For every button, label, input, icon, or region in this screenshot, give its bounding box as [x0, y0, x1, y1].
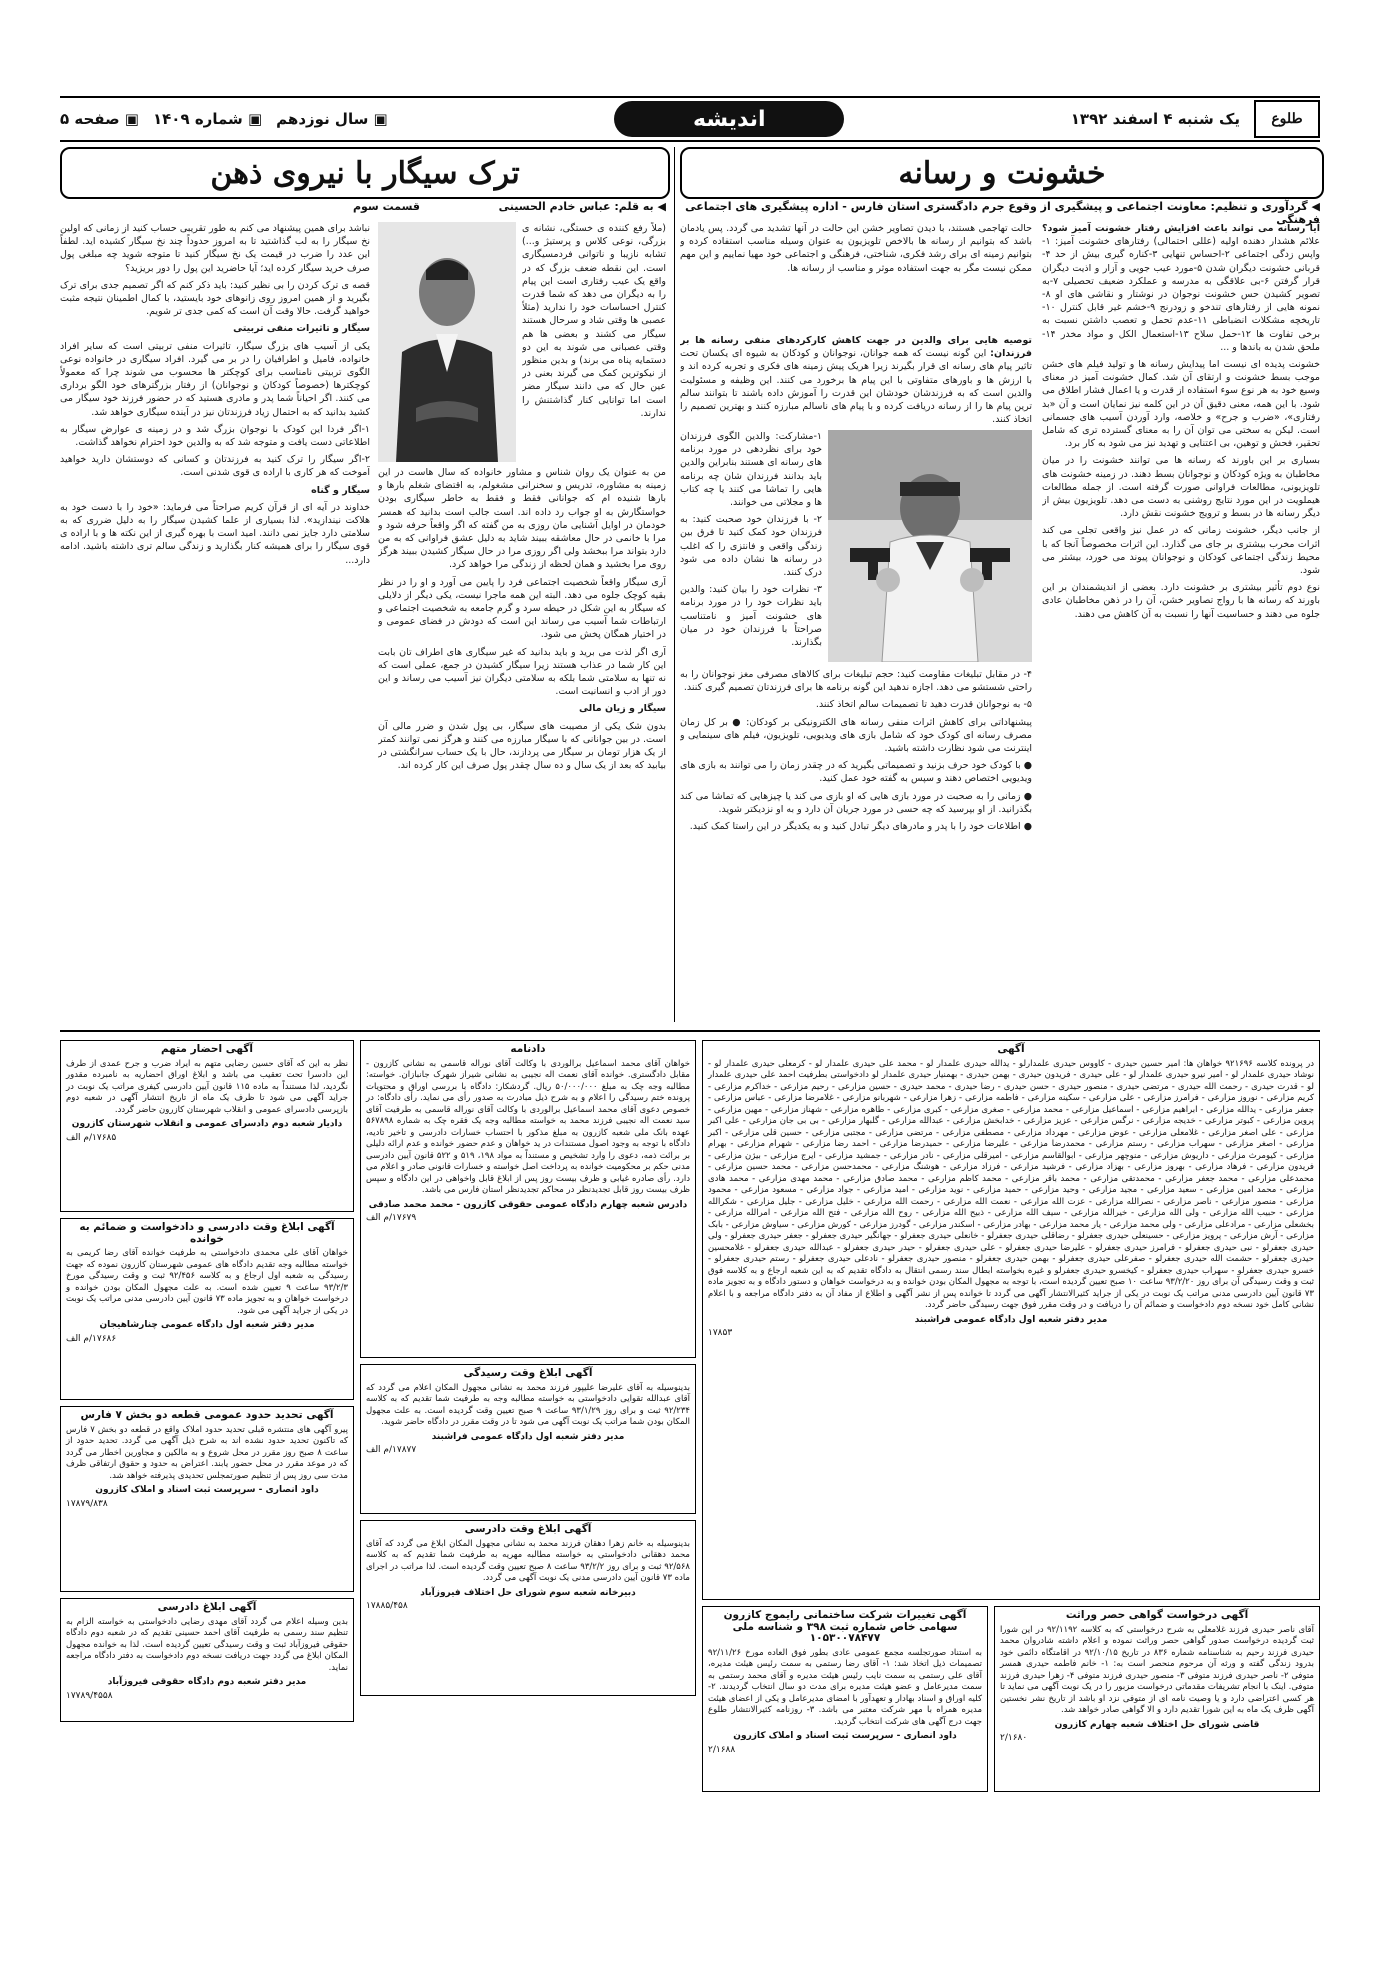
- paragraph: ۱-اگر فردا این کودک با نوجوان بزرگ شد و در زمینه ی عوارض سیگار به اطلاعاتی دست یافت و متوجه شد که به والدین خود احترام نخواهد گذاشت.: [60, 423, 370, 449]
- ad-code: ۲/۱۶۸۸: [708, 1744, 736, 1755]
- article-right-col-2-top: [680, 222, 1032, 332]
- paragraph: ● اطلاعات خود را با پدر و مادرهای دیگر تبادل کنید و به یکدیگر در این راستا کمک کنید.: [689, 821, 1032, 833]
- ad-title: آگهی: [997, 1043, 1025, 1055]
- ad-trial-notice: [360, 1520, 696, 1696]
- paragraph: نباشد برای همین پیشنهاد می کنم به طور تقریبی حساب کنید از زمانی که اولین نخ سیگار را به لب گذاشتید تا به امروز حدوداً چند نخ سیگار کشیده اید. لطفاً این عدد را ضرب در قیمت یک نخ سیگار کنید تا متوجه شوید چه مبلغی پول صرف خرید سیگار کرده اید؛ آیا حاضرید این پول را دور بریزید؟: [60, 223, 370, 274]
- paragraph: یکی از آسیب های بزرگ سیگار، تاثیرات منفی تربیتی است که سایر افراد خانواده، فامیل و اطرافیان را در بر می گیرد. افراد سیگاری در خانواده نوعی الگوی تربیتی نامناسب برای کوچکتر ها محسوب می شوند چرا که معمولاً کوچکترها (خصوصاً کودکان و نوجوانان) از رفتار بزرگترهای خود الگو برداری می کنند. اگر احیاناً شما پدر و مادری هستید که در حضور فرزند خود سیگار می کشید بدانید که به احتمال زیاد فرزندتان نیز در آینده سیگاری خواهد شد.: [60, 340, 370, 418]
- ad-title: آگهی ابلاغ وقت دادرسی و دادخواست و ضمائم به خوانده: [79, 1221, 335, 1245]
- paragraph: آری سیگار واقعاً شخصیت اجتماعی فرد را پایین می آورد و او را در نظر بقیه کوچک جلوه می دهد. البته این همه ماجرا نیست، یکی دیگر از دلایلی که سیگار به این شکل در حیطه سرد و گرم جامعه به شخصیت اجتماعی و ارتباطات شما آسیب می رساند این است که دودش در فضای عمومی و در اختیار همگان پخش می شود.: [378, 576, 666, 641]
- ad-body: به استناد صورتجلسه مجمع عمومی عادی بطور فوق العاده مورخ ۹۲/۱۱/۲۶ تصمیمات ذیل اتخاذ شد: ۱- آقای رضا رستمی به سمت رئیس هیئت مدیره، آقای علی رستمی به سمت نایب رئیس هیئت مدیره و آقای محمد رستمی به سمت مدیرعامل و عضو هیئت مدیره برای مدت دو سال انتخاب گردیدند. ۲- کلیه اوراق و اسناد بهادار و تعهدآور با امضای مدیرعامل و یکی از اعضای هیئت مدیره همراه با مهر شرکت معتبر می باشد. ۳- روزنامه کثیرالانتشار طلوع جهت درج آگهی های شرکت انتخاب گردید.: [708, 1647, 982, 1727]
- paragraph: من به عنوان یک روان شناس و مشاور خانواده که سال هاست در این زمینه به مشاوره، تدریس و سخنرانی مشغولم، به اقتضای شغلم بارها و بارها شنیده ام که جوانانی فقط و فقط به خاطر سیگاری بودن خواستگارش به او جواب رد داده اند. است جالب است بدانید که همسر خودمان در اوایل آشنایی مان روزی به من گفته که اگر واقعاً حرفه شود و مرا با خانمی در حال معاشقه ببیند شاید به دلیل عشق فراوانی که به من دارد بتواند مرا ببخشد ولی اگر روزی مرا در حال سیگار کشیدن ببیند هرگز روی مرا بخشید و همان لحظه از زندگی مرا خواهد کرد.: [378, 467, 666, 571]
- article-right-byline: ◀ گردآوری و تنظیم: معاونت اجتماعی و پیشگیری از وقوع جرم دادگستری استان فارس - اداره پیشگیری های اجتماعی فرهنگی: [685, 200, 1320, 226]
- ad-code: ۱۷۸۸۵/۴۵۸: [366, 1601, 408, 1611]
- ad-signature: دبیرخانه شعبه سوم شورای حل اختلاف فیروزآباد: [420, 1587, 636, 1598]
- ad-signature: مدیر دفتر شعبه دوم دادگاه حقوقی فیروزآباد: [107, 1677, 307, 1687]
- paragraph: آری اگر لذت می برید و باید بدانید که غیر سیگاری های اطراف تان بابت این کار شما در عذاب هستند زیرا سیگار کشیدن در جمع، عملی است که نه تنها به سلامتی شما بلکه به سلامتی دیگران نیز آسیب می رساند و این دور از ادب و انسانیت است.: [378, 646, 666, 698]
- paragraph: (ملاً رفع کننده ی خستگی، نشانه ی بزرگی، نوعی کلاس و پرستیژ و...) تشابه نازیبا و ناتوانی فردمسیگاری است. این نقطه ضعف بزرگ که در واقع یک عیب رفتاری است این پیام را به دیگران می دهد که شما قدرت کنترل احساسات خود را ندارید (مثلاً عصبی ها وقتی شاد و سرحال هستند سیگار می کشند و بعضی ها هم وقتی عصبانی می شوند به این دو دستمایه پناه می برند) و بدین منظور از نیکوترین کمک می گیرند بعنی در عین حال که می دانند سیگار مضر است اما توانایی کنار گذاشتنش را ندارند.: [522, 223, 666, 419]
- ad-code: ۱۷۸۵۳: [708, 1328, 733, 1338]
- column-divider: [674, 147, 675, 1022]
- paragraph: از جانب دیگر، خشونت زمانی که در عمل نیز واقعی تجلی می کند اثرات مخرب بیشتری بر جای می گذارد. این اثرات مخصوصاً آنجا که با محیط زندگی اجتماعی کودکان و نوجوانان پیوند می خورد، بیشتر می شود.: [1042, 525, 1320, 577]
- paragraph: بدون شک یکی از مصیبت های سیگار، بی پول شدن و ضرر مالی آن است. در بین جوانانی که با سیگار مبارزه می کنند و هرگز نمی توانند کمتر از یک هزار تومان بر سیگار می پردازند، حال با یک حساب سرانگشتی در بیابید که بعد از یک سال و ده سال چقدر پول صرف این کار کرده اند.: [378, 720, 666, 772]
- paragraph: ● زمانی را به صحبت در مورد بازی هایی که او بازی می کند یا چیزهایی که تماشا می کند بگذرانید. از او بپرسید که چه حسی در مورد جریان آن دارد و به او نزدیکتر شوید.: [680, 790, 1032, 815]
- ad-body: آقای ناصر حیدری فرزند غلامعلی به شرح درخواستی که به کلاسه ۹۲/۱۱۹۲ در این شورا ثبت گردیده درخواست صدور گواهی حصر وراثت نموده و اعلام داشته شادروان محمد حیدری فرزند رحیم به شناسنامه شماره ۸۳۶ در تاریخ ۹۲/۱۰/۱۵ در اقامتگاه دائمی خود بدرود زندگی گفته و ورثه آن مرحوم منحصر است به: ۱- خانم فاطمه حیدری همسر متوفی ۲- ناصر حیدری فرزند متوفی ۳- منصور حیدری فرزند متوفی ۴- زهرا حیدری فرزند متوفی. اینک با انجام تشریفات مقدماتی درخواست مزبور را در یک نوبت آگهی می نماید تا هر کسی اعتراضی دارد و یا وصیت نامه ای از متوفی نزد او باشد از تاریخ نشر نخستین آگهی ظرف یک ماه به این شورا تقدیم دارد و الا گواهی صادر خواهد شد.: [1000, 1624, 1314, 1715]
- article-right-col-2-bottom: [680, 668, 1032, 1022]
- boy-with-guns-photo: [828, 430, 1032, 662]
- ad-code: ۱۷۷۸۹/۴۵۵۸: [66, 1690, 113, 1701]
- subhead-money: سیگار و زیان مالی: [579, 703, 666, 715]
- paragraph: ۵- به نوجوانان قدرت دهید تا تصمیمات سالم اتخاذ کنند.: [815, 699, 1032, 711]
- ad-body: بدینوسیله به آقای علیرضا علیپور فرزند محمد به نشانی مجهول المکان اعلام می گردد که آقای عبدالله تقوایی دادخواستی به خواسته مطالبه وجه به طرفیت شما تقدیم که به کلاسه ۹۲/۲۳۴ ثبت و برای روز ۹۳/۱/۲۹ ساعت ۹ صبح تعیین وقت گردیده است. به علت مجهول المکان بودن شما مراتب یک نوبت آگهی می شود تا در وقت مقرر در دادگاه حاضر شوید.: [366, 1382, 690, 1427]
- ad-code: ۱۷۶۸۵/م الف: [66, 1132, 117, 1143]
- paragraph: ۲- با فرزندان خود صحبت کنید: به فرزندان خود کمک کنید تا فرق بین زندگی واقعی و فانتزی را که اغلب در رسانه ها نشان داده می شود درک کنند.: [680, 514, 822, 579]
- ad-inheritance-certificate: [994, 1606, 1320, 1792]
- ad-petition-notice: [60, 1218, 354, 1400]
- ad-signature: مدیر دفتر شعبه اول دادگاه عمومی چنارشاهیجان: [99, 1320, 315, 1330]
- ad-summons: [60, 1040, 354, 1212]
- article-left-part: قسمت سوم: [352, 200, 420, 213]
- ad-body: بدین وسیله اعلام می گردد آقای مهدی رضایی دادخواستی به خواسته الزام به تنظیم سند رسمی به طرفیت آقای احمد حسینی تقدیم که در شعبه دوم دادگاه حقوقی فیروزآباد ثبت و وقت رسیدگی تعیین گردیده است. لذا به خوانده مجهول المکان ابلاغ می گردد جهت دریافت نسخه دوم دادخواست به دفتر دادگاه مراجعه نماید.: [66, 1616, 348, 1673]
- article-left-col-left: [60, 222, 370, 1022]
- article-left-byline: ◀ به قلم: عباس خادم الحسینی: [498, 200, 666, 213]
- ad-proceedings-notice: [60, 1598, 354, 1722]
- ad-code: ۱۷۶۷۹/م الف: [366, 1213, 417, 1223]
- article-right-col-2-tips: [680, 430, 822, 664]
- ad-boundary-notice: [60, 1406, 354, 1592]
- article-left-col-middle: [378, 466, 666, 1022]
- ad-title: آگهی ابلاغ وقت دادرسی: [464, 1523, 592, 1535]
- ad-title: دادنامه: [510, 1043, 546, 1055]
- ad-code: ۱۷۶۸۶/م الف: [66, 1333, 117, 1344]
- ad-title: آگهی احضار متهم: [160, 1043, 254, 1055]
- ad-verdict: [360, 1040, 696, 1358]
- volume-year: ▣ سال نوزدهم: [276, 110, 388, 128]
- ads-top-rule: [60, 1030, 1320, 1032]
- paragraph: ۳- نظرات خود را بیان کنید: والدین باید نظرات خود را در مورد برنامه های خشونت آمیز و نامتناسب صراحتاً با فرزندان خود در میان بگذارند.: [680, 584, 822, 649]
- ad-body: خواهان آقای محمد اسماعیل برالوردی با وکالت آقای نوراله قاسمی به نشانی کازرون - مقابل دادگستری. خوانده آقای نعمت اله نجیبی به نشانی شیراز شهرک جانبازان. خواسته: مطالبه وجه چک به مبلغ ۵۰/۰۰۰/۰۰۰ ریال. گردشکار: دادگاه با بررسی اوراق و محتویات پرونده ختم رسیدگی را اعلام و به شرح ذیل مبادرت به صدور رأی می نماید. رأی دادگاه: در خصوص دعوی آقای محمد اسماعیل برالوردی با وکالت آقای نوراله قاسمی به طرفیت آقای سید نعمت اله نجیبی فرزند محمد به خواسته مطالبه وجه یک فقره چک به شماره ۵۶۷۸۹۸ عهده بانک ملی شعبه کازرون به مبلغ مذکور با احتساب خسارات دادرسی و تاخیر تادیه، دادگاه با توجه به وجود اصول مستندات در ید خواهان و عدم حضور خوانده و عدم ارائه دلیلی بر برائت ذمه، دعوی را وارد تشخیص و مستنداً به مواد ۱۹۸، ۵۱۹ و ۵۲۲ قانون آیین دادرسی مدنی حکم بر محکومیت خوانده به پرداخت اصل خواسته و خسارات قانونی صادر و اعلام می دارد. رأی صادره غیابی و ظرف بیست روز پس از ابلاغ قابل واخواهی در این دادگاه و سپس ظرف بیست روز قابل تجدیدنظر در محاکم تجدیدنظر استان فارس می باشد.: [366, 1058, 691, 1195]
- article-right-col-1: [1042, 222, 1320, 1022]
- ad-code: ۱۷۸۷۷/م الف: [366, 1445, 417, 1455]
- subhead-social: سیگار و تاثیرات منفی تربیتی: [233, 323, 370, 335]
- paragraph: پیشنهاداتی برای کاهش اثرات منفی رسانه های الکترونیکی بر کودکان: ● بر کل زمان مصرف رسانه ای کودک خود که شامل بازی های ویدیویی، تلویزیون، فیلم های سینمایی و اینترنت می شود نظارت داشته باشید.: [680, 716, 1032, 755]
- advice-heading: توصیه هایی برای والدین در جهت کاهش کارکردهای منفی رسانه ها بر فرزندان:: [680, 335, 1032, 360]
- ad-signature: دادیار شعبه دوم دادسرای عمومی و انقلاب شهرستان کازرون: [71, 1119, 343, 1129]
- author-portrait-photo: [378, 222, 516, 462]
- subhead-sin: سیگار و گناه: [311, 484, 370, 496]
- ad-body: در پرونده کلاسه ۹۲۱۶۹۶ خواهان ها: امیر حسین حیدری - کاووس حیدری علمدارلو - یدالله حیدری علمدار لو - محمد علی حیدری علمدار لو - کرمعلی حیدری علمدار لو - نوشاد حیدری علمدار لو - امیر نیرو حیدری علمدار لو - علی حیدری - فریدون حیدری - بهمن حیدری - بهمنیار حیدری علمدار لو دادخواستی بطرفیت احمد علی حیدری علمدار لو - قدرت حیدری - رحمت الله حیدری - مرتضی حیدری - منصور حیدری - حسن حیدری - رضا حیدری - محمد حیدری - حسین مزارعی - رحیم مزارعی - خداکرم مزارعی - کریم مزارعی - نوروز مزارعی - فرامرز مزارعی - علی مزارعی - سکینه مزارعی - فاطمه مزارعی - زهرا مزارعی - شهربانو مزارعی - غلامرضا مزارعی - عباس مزارعی - جعفر مزارعی - یدالله مزارعی - ابراهیم مزارعی - اسماعیل مزارعی - محمد مزارعی - صغری مزارعی - کبری مزارعی - طاهره مزارعی - شهناز مزارعی - مهین مزارعی - پروین مزارعی - کبوتر مزارعی - خدیجه مزارعی - نرگس مزارعی - عزیز مزارعی - خدابخش مزارعی - عبدالله مزارعی - گلبهار مزارعی - بی بی جان مزارعی - علی اکبر مزارعی - علی اصغر مزارعی - غلامعلی مزارعی - عوض مزارعی - مهرداد مزارعی - مصطفی مزارعی - مرتضی مزارعی - مجتبی مزارعی - حسین قلی مزارعی - اکبر مزارعی - اصغر مزارعی - سهراب مزارعی - رستم مزارعی - محمدرضا مزارعی - علیرضا مزارعی - حمیدرضا مزارعی - احمد رضا مزارعی - شهرام مزارعی - بهرام مزارعی - کیومرث مزارعی - داریوش مزارعی - منوچهر مزارعی - ابوالقاسم مزارعی - امیرقلی مزارعی - نادر مزارعی - جمشید مزارعی - ایرج مزارعی - بیژن مزارعی - فریدون مزارعی - فرهاد مزارعی - بهروز مزارعی - بهزاد مزارعی - فرشید مزارعی - فرزاد مزارعی - هوشنگ مزارعی - محمدحسن مزارعی - محمد حسین مزارعی - محمدعلی مزارعی - محمد جعفر مزارعی - محمدتقی مزارعی - محمد باقر مزارعی - محمد کاظم مزارعی - محمد صادق مزارعی - محمد مهدی مزارعی - محمد هادی مزارعی - محمد امین مزارعی - سعید مزارعی - مجید مزارعی - وحید مزارعی - حمید مزارعی - نوید مزارعی - امید مزارعی - جواد مزارعی - مسعود مزارعی - محمود مزارعی - منصور مزارعی - ناصر مزارعی - نصرالله مزارعی - عزت الله مزارعی - نعمت الله مزارعی - رحمت الله مزارعی - خلیل مزارعی - جلیل مزارعی - شکرالله مزارعی - حبیب الله مزارعی - ولی الله مزارعی - خیرالله مزارعی - سیف الله مزارعی - ذبیح الله مزارعی - روح الله مزارعی - فتح الله مزارعی - امرالله مزارعی - بخشعلی مزارعی - مرادعلی مزارعی - ولی محمد مزارعی - یار محمد مزارعی - بهادر مزارعی - اسکندر مزارعی - گودرز مزارعی - کورش مزارعی - سیاوش مزارعی - بابک مزارعی - آرش مزارعی - پرویز مزارعی - حسینعلی حیدری جعفرلو - رضاقلی حیدری جعفرلو - خانعلی حیدری جعفرلو - جهانگیر حیدری جعفرلو - جعفر حیدری جعفرلو - ولی حیدری جعفرلو - نبی حیدری جعفرلو - فرامرز حیدری جعفرلو - علیرضا حیدری جعفرلو - علی حیدری جعفرلو - حیدر حیدری جعفرلو - عبدالله حیدری جعفرلو - غلامحسین حیدری جعفرلو - حشمت الله حیدری جعفرلو - صفرعلی حیدری جعفرلو - بهمن حیدری جعفرلو - منصور حیدری جعفرلو - نادعلی حیدری جعفرلو - رستم حیدری جعفرلو - خسرو حیدری جعفرلو - سهراب حیدری جعفرلو - کیخسرو حیدری جعفرلو و غیره بخواسته ابطال سند رسمی انتقال به دادگاه تقدیم که به این شعبه ارجاع و به کلاسه فوق ثبت و وقت رسیدگی آن برای روز ۹۳/۲/۲۰ ساعت ۱۰ صبح تعیین گردیده است، با توجه به مجهول المکان بودن خوانده و به درخواست خواهان و دستور دادگاه و به تجویز ماده ۷۳ قانون آیین دادرسی مدنی مراتب یک نوبت در یکی از جراید کثیرالانتشار آگهی می گردد تا خوانده پس از نشر آگهی و اطلاع از مفاد آن به دفتر دادگاه مراجعه و با اعلام نشانی کامل خود نسخه دوم دادخواست و ضمائم آن را دریافت و در وقت مقرر فوق جهت رسیدگی حاضر گردد.: [708, 1058, 1315, 1310]
- paragraph: خشونت پدیده ای نیست اما پیدایش رسانه ها و تولید فیلم های خشن موجب بسط خشونت و ارتقای آن شد. کمال خشونت آمیز در معنای وسیع خود به هر نوع سوء استفاده از قدرت و یا اعمال فشار اطلاق می شود. با این همه، معنی دقیق آن در این کلمه نیز نمایان است و آن «بد رفتاری»، «ضرب و جرح» و خلاصه، وارد آوردن آسیب های جسمانی است. لیکن به سختی می توان آن را به معنای گسترده تری که شامل تحقیر، فحش و توهین، بی اعتنایی و تهدید نیز می شود به کار برد.: [1042, 359, 1320, 450]
- article-left-intro: [522, 222, 666, 462]
- ad-signature: داود انصاری - سرپرست ثبت اسناد و املاک کازرون: [95, 1485, 319, 1495]
- ad-body: خواهان آقای علی محمدی دادخواستی به طرفیت خوانده آقای رضا کریمی به خواسته مطالبه وجه تقدیم دادگاه های عمومی شهرستان کازرون نموده که جهت رسیدگی به شعبه اول ارجاع و به کلاسه ۹۲/۴۵۶ ثبت و وقت رسیدگی مورخ ۹۳/۲/۳ ساعت ۹ تعیین شده است. به علت مجهول المکان بودن خوانده و درخواست خواهان و به تجویز ماده ۷۳ قانون آیین دادرسی مدنی مراتب یک نوبت در یکی از جراید آگهی می شود.: [66, 1248, 349, 1316]
- ad-company-changes: [702, 1606, 988, 1792]
- ad-title: آگهی تحدید حدود عمومی قطعه دو بخش ۷ فارس: [80, 1409, 334, 1421]
- paragraph: ۲-اگر سیگار را ترک کنید به فرزندتان و کسانی که دوستشان دارید خواهید آموخت که هر کاری با اراده ی قوی شدنی است.: [60, 454, 370, 479]
- article-right-headline: خشونت و رسانه: [680, 147, 1324, 199]
- ad-body: بدینوسیله به خانم زهرا دهقان فرزند محمد به نشانی مجهول المکان ابلاغ می گردد که آقای محمد دهقانی دادخواستی به خواسته مطالبه مهریه به طرفیت شما تقدیم که به کلاسه ۹۲/۵۶۸ ثبت و برای روز ۹۳/۲/۲ ساعت ۸ صبح تعیین وقت گردیده است. لذا مراتب در اجرای ماده ۷۳ قانون آیین دادرسی مدنی یک نوبت آگهی می گردد.: [366, 1538, 690, 1583]
- masthead-left: [60, 110, 388, 128]
- volume-year-text: سال نوزدهم: [276, 110, 369, 128]
- ad-signature: قاضی شورای حل اختلاف شعبه چهارم کازرون: [1054, 1719, 1260, 1730]
- ad-body: نظر به این که آقای حسین رضایی متهم به ایراد ضرب و جرح عمدی از طرف این دادسرا تحت تعقیب می باشد و ابلاغ اوراق احضاریه به نامبرده مقدور نگردید، لذا مستنداً به ماده ۱۱۵ قانون آیین دادرسی کیفری مراتب یک نوبت در جراید آگهی می شود تا ظرف یک ماه از تاریخ انتشار آگهی در شعبه دوم بازپرسی دادسرای عمومی و انقلاب شهرستان کازرون حاضر گردد.: [66, 1058, 349, 1115]
- paragraph: بسیاری بر این باورند که رسانه ها می توانند خشونت را در میان مخاطبان به ویژه کودکان و نوجوانان بسط دهند. در زمینه خشونت های تلویزیونی، مطالعات فراوانی صورت گرفته است. از جمله مطالعات هیملویت در این مورد نتایج روشنی به دست می دهد. تلویزیون بیش از دیگر رسانه ها در بسط و ترویج خشونت نقش دارد.: [1042, 455, 1320, 520]
- paragraph: قصه ی ترک کردن را بی نظیر کنید: باید ذکر کنم که اگر تصمیم جدی برای ترک بگیرید و از همین امروز روی زانوهای خود بایستید، با کمال اطمینان نتیجه مثبت خواهید گرفت. حالا وقت آن است که کمی جدی تر شویم.: [60, 279, 370, 318]
- newspaper-logo: طلوع: [1254, 100, 1320, 138]
- ad-code: ۱۷۸۷۹/۸۳۸: [66, 1498, 108, 1509]
- paragraph: نوع دوم تأثیر بیشتری بر خشونت دارد. بعضی از اندیشمندان بر این باورند که رسانه ها با رواج تصاویر خشن، آن را در ذهن مخاطبان عادی جلوه می دهند و حساسیت آنها را نسبت به آن کاهش می دهند.: [1042, 582, 1320, 620]
- section-title: اندیشه: [614, 101, 844, 137]
- paragraph: خداوند در آیه ای از قرآن کریم صراحتاً می فرماید: «خود را با دست خود به هلاکت نیندازید». لذا بسیاری از علما کشیدن سیگار را به دلیل ضرری که به سلامتی دارد جایز نمی دانند. امید است با بهره گیری از این نکته ها و با اراده ی قوی سیگار را برای همیشه کنار بگذارید و زندگی سالم تری داشته باشید. ادامه دارد...: [60, 501, 370, 566]
- ad-signature: دادرس شعبه چهارم دادگاه عمومی حقوقی کازرون - محمد محمد صادقی: [368, 1199, 688, 1210]
- ad-title: آگهی درخواست گواهی حصر وراثت: [1065, 1609, 1249, 1621]
- article-left-byline-text: به قلم: عباس خادم الحسینی: [498, 200, 654, 213]
- article-right-byline-text: گردآوری و تنظیم: معاونت اجتماعی و پیشگیری از وقوع جرم دادگستری استان فارس - اداره پیشگیری های اجتماعی فرهنگی: [685, 200, 1320, 226]
- issue-date: یک شنبه ۴ اسفند ۱۳۹۲: [1070, 110, 1240, 128]
- paragraph: این گونه نیست که همه جوانان، نوجوانان و کودکان به شیوه ای یکسان تحت تاثیر پیام های رسانه ای قرار بگیرند زیرا هریک پیش زمینه های فکری و تجربه کرده اند و با ارزش ها و باورهای متفاوتی با این پیام ها برخورد می کنند. این وظیفه و مسئولیت والدین است که به فرزندشان خودشان این قدرت را آموزش داده باشند تا بتوانند سالم ترین پیام ها را از رسانه دریافت کرده و با پیام های ناسالم مبارزه کنند و بهترین تصمیم را اتخاذ کنند.: [680, 348, 1032, 426]
- page-number: ▣ صفحه ۵: [60, 110, 139, 128]
- masthead-right: [1071, 100, 1320, 138]
- paragraph: ۱-مشارکت: والدین الگوی فرزندان خود برای نظردهی در مورد برنامه های رسانه ای هستند بنابراین والدین باید بدانند فرزندان شان چه برنامه هایی را تماشا می کنند یا چه کتاب ها و مجلاتی می خوانند.: [680, 431, 822, 509]
- paragraph: ● با کودک خود حرف بزنید و تصمیماتی بگیرید که در چقدر زمان را می توانند به بازی های ویدیویی اختصاص دهند و سپس به گفته خود عمل کنید.: [680, 760, 1032, 785]
- lead-question: آیا رسانه می تواند باعث افزایش رفتار خشونت آمیز شود؟: [1042, 223, 1320, 234]
- ad-signature: مدیر دفتر شعبه اول دادگاه عمومی فراشبند: [914, 1314, 1108, 1325]
- ad-body: پیرو آگهی های منتشره قبلی تحدید حدود املاک واقع در قطعه دو بخش ۷ فارس که تاکنون تحدید حدود نشده اند به شرح ذیل آگهی می گردد. تحدید حدود از ساعت ۸ صبح روز مقرر در محل شروع و به مالکین و مجاورین اخطار می گردد که در موعد مقرر در محل حضور یابند. اعتراض به حدود و حقوق ارتفاقی ظرف مدت سی روز پس از تنظیم صورتمجلس تحدیدی پذیرفته خواهد شد.: [66, 1424, 348, 1481]
- issue-number: ▣ شماره ۱۴۰۹: [152, 110, 263, 128]
- issue-number-text: شماره ۱۴۰۹: [152, 110, 243, 128]
- ad-title: آگهی ابلاغ دادرسی: [157, 1601, 257, 1613]
- article-left-headline: ترک سیگار با نیروی ذهن: [60, 147, 670, 199]
- paragraph: ۴- در مقابل تبلیغات مقاومت کنید: حجم تبلیغات برای کالاهای مصرفی مغز نوجوانان را به راحتی شستشو می دهد. اجازه ندهید این گونه برنامه ها برای فرزندتان تصمیم گیری کنند.: [680, 669, 1032, 694]
- ad-title: آگهی تغییرات شرکت ساختمانی رایموج کازرون سهامی خاص شماره ثبت ۳۹۸ و شناسه ملی ۱۰۵۳۰۰۷۸۴۷۷: [723, 1609, 967, 1644]
- ad-main-notice: [702, 1040, 1320, 1600]
- ad-code: ۲/۱۶۸۰: [1000, 1733, 1028, 1743]
- masthead: [60, 96, 1320, 142]
- paragraph: حالت تهاجمی هستند، با دیدن تصاویر خشن این حالت در آنها تشدید می گردد. پس یادمان باشد که بتوانیم از رسانه ها بالاخص تلویزیون به عنوان وسیله مناسب استفاده کرده و بتوانیم زمینه ای برای رشد فکری، شناختی، فرهنگی و اجتماعی خود مهیا نماییم و این مهم ممکن نیست مگر به جهت استفاده موثر و مناسب از رسانه ها.: [680, 223, 1032, 274]
- ad-hearing-notice: [360, 1364, 696, 1514]
- page-number-text: صفحه ۵: [60, 110, 120, 128]
- paragraph: علائم هشدار دهنده اولیه (عللی احتمالی) رفتارهای خشونت آمیز: ۱-واپس زدگی اجتماعی ۲-احساس تنهایی ۳-کناره گیری بیش از حد ۴-قربانی خشونت دیگران شدن ۵-مورد عیب جویی و آزار و اذیت دیگران قرار گرفتن ۶-بی علاقگی به مدرسه و عملکرد ضعیف تحصیلی ۷-به تصویر کشیدن حس خشونت نوجوان در نوشتار و نقاشی های او ۸-نمونه هایی از رفتارهای تندخو و زودرنج ۹-خشم غیر قابل کنترل ۱۰-تاریخچه مشکلات انضباطی ۱۱-عدم تحمل و تعصب داشتن نسبت به برخی تفاوت ها ۱۲-حمل سلاح ۱۳-استعمال الکل و مواد مخدر ۱۴-ملحق شدن به باندها و ...: [1042, 236, 1320, 353]
- ad-title: آگهی ابلاغ وقت رسیدگی: [463, 1367, 593, 1379]
- article-right-col-2-lead: [680, 334, 1032, 426]
- ad-signature: داود انصاری - سرپرست ثبت اسناد و املاک کازرون: [733, 1731, 957, 1741]
- ad-signature: مدیر دفتر شعبه اول دادگاه عمومی فراشبند: [431, 1431, 625, 1442]
